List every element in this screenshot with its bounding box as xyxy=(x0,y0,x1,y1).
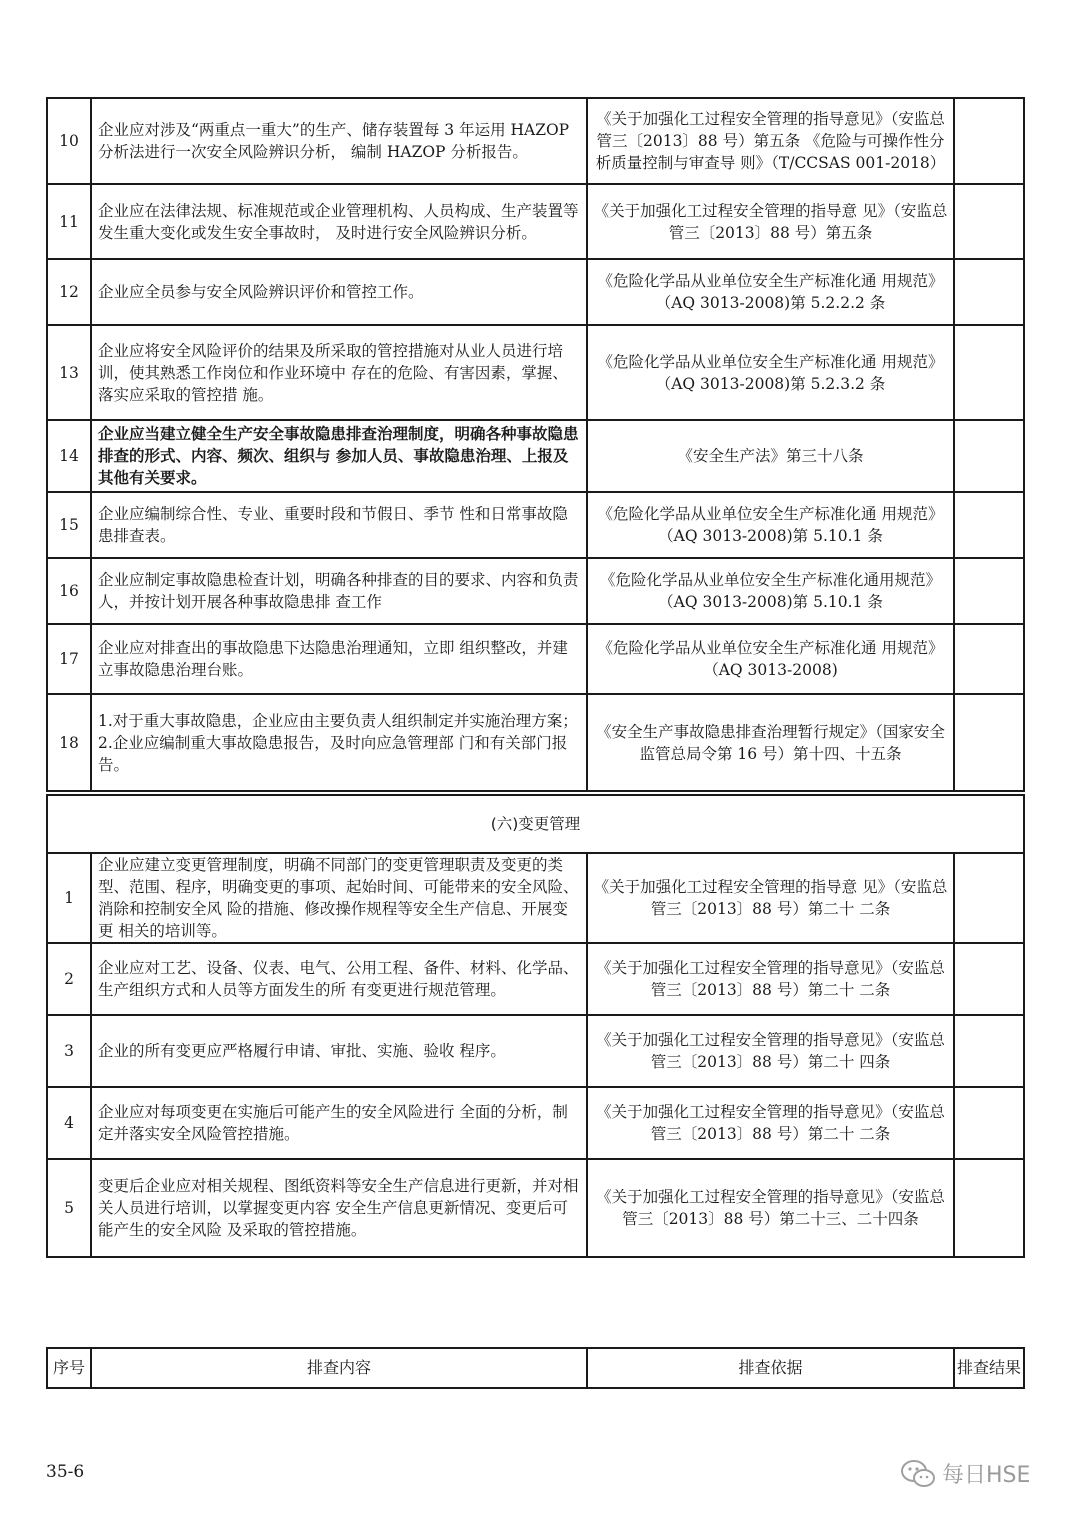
row-number: 15 xyxy=(47,492,91,558)
row-result xyxy=(954,420,1024,492)
table-row xyxy=(47,1015,1024,1087)
row-content: 企业应对工艺、设备、仪表、电气、公用工程、备件、材料、化学品、生产组织方式和人员等方面发生的所 有变更进行规范管理。 xyxy=(91,943,587,1015)
watermark xyxy=(900,1458,1030,1489)
row-basis: 《危险化学品从业单位安全生产标准化通用规范》（AQ 3013-2008)第 5.10.1 条 xyxy=(587,558,954,624)
row-basis: 《安全生产事故隐患排查治理暂行规定》（国家安全监管总局令第 16 号）第十四、十五条 xyxy=(587,694,954,791)
row-number: 4 xyxy=(47,1087,91,1159)
table-row xyxy=(47,420,1024,492)
table-row xyxy=(47,558,1024,624)
header-basis: 排查依据 xyxy=(587,1348,954,1388)
row-result xyxy=(954,259,1024,325)
row-basis: 《危险化学品从业单位安全生产标准化通 用规范》（AQ 3013-2008)第 5.2.2.2 条 xyxy=(587,259,954,325)
row-content: 企业应将安全风险评价的结果及所采取的管控措施对从业人员进行培训，使其熟悉工作岗位和作业环境中 存在的危险、有害因素，掌握、落实应采取的管控措 施。 xyxy=(91,325,587,420)
header-content: 排查内容 xyxy=(91,1348,587,1388)
row-content: 企业应全员参与安全风险辨识评价和管控工作。 xyxy=(91,259,587,325)
row-number: 10 xyxy=(47,98,91,184)
row-basis: 《关于加强化工过程安全管理的指导意见》（安监总管三〔2013〕88 号）第二十 四条 xyxy=(587,1015,954,1087)
row-content: 企业的所有变更应严格履行申请、审批、实施、验收 程序。 xyxy=(91,1015,587,1087)
row-content: 企业应编制综合性、专业、重要时段和节假日、季节 性和日常事故隐患排查表。 xyxy=(91,492,587,558)
row-number: 3 xyxy=(47,1015,91,1087)
row-number: 11 xyxy=(47,184,91,259)
checklist-table-part1 xyxy=(46,97,1025,792)
row-basis: 《关于加强化工过程安全管理的指导意见》（安监总管三〔2013〕88 号）第二十 二条 xyxy=(587,1087,954,1159)
table-row xyxy=(47,184,1024,259)
page-number: 35-6 xyxy=(46,1462,85,1482)
wechat-icon xyxy=(900,1459,936,1489)
row-content: 变更后企业应对相关规程、图纸资料等安全生产信息进行更新，并对相关人员进行培训，以掌握变更内容 安全生产信息更新情况、变更后可能产生的安全风险 及采取的管控措施。 xyxy=(91,1159,587,1257)
row-number: 2 xyxy=(47,943,91,1015)
part1-body xyxy=(47,98,1024,791)
row-number: 1 xyxy=(47,853,91,943)
header-result: 排查结果 xyxy=(954,1348,1024,1388)
row-basis: 《关于加强化工过程安全管理的指导意见》（安监总管三〔2013〕88 号）第五条 《危险与可操作性分析质量控制与审查导 则》（T/CCSAS 001-2018） xyxy=(587,98,954,184)
row-content: 企业应对每项变更在实施后可能产生的安全风险进行 全面的分析，制定并落实安全风险管控措施。 xyxy=(91,1087,587,1159)
table-row xyxy=(47,1087,1024,1159)
row-basis: 《危险化学品从业单位安全生产标准化通 用规范》（AQ 3013-2008)第 5.2.3.2 条 xyxy=(587,325,954,420)
section-heading-table xyxy=(46,794,1025,854)
row-basis: 《安全生产法》第三十八条 xyxy=(587,420,954,492)
table-row xyxy=(47,259,1024,325)
row-content: 企业应当建立健全生产安全事故隐患排查治理制度，明确各种事故隐患排查的形式、内容、频次、组织与 参加人员、事故隐患治理、上报及其他有关要求。 xyxy=(91,420,587,492)
row-basis: 《关于加强化工过程安全管理的指导意见》（安监总管三〔2013〕88 号）第二十 二条 xyxy=(587,943,954,1015)
row-result xyxy=(954,184,1024,259)
checklist-table-part2 xyxy=(46,852,1025,1258)
row-result xyxy=(954,694,1024,791)
row-number: 16 xyxy=(47,558,91,624)
row-number: 18 xyxy=(47,694,91,791)
row-result xyxy=(954,1159,1024,1257)
row-result xyxy=(954,558,1024,624)
row-basis: 《关于加强化工过程安全管理的指导意见》（安监总管三〔2013〕88 号）第二十三、二十四条 xyxy=(587,1159,954,1257)
row-result xyxy=(954,853,1024,943)
row-content: 1.对于重大事故隐患，企业应由主要负责人组织制定并实施治理方案； 2.企业应编制重大事故隐患报告，及时向应急管理部 门和有关部门报告。 xyxy=(91,694,587,791)
table-row xyxy=(47,624,1024,694)
row-result xyxy=(954,1015,1024,1087)
header-num: 序号 xyxy=(47,1348,91,1388)
watermark-text: 每日HSE xyxy=(942,1463,1031,1488)
row-result xyxy=(954,943,1024,1015)
row-number: 17 xyxy=(47,624,91,694)
part2-body xyxy=(47,853,1024,1257)
row-result xyxy=(954,325,1024,420)
row-basis: 《关于加强化工过程安全管理的指导意 见》（安监总管三〔2013〕88 号）第五条 xyxy=(587,184,954,259)
column-header-table xyxy=(46,1347,1025,1389)
table-row xyxy=(47,853,1024,943)
row-content: 企业应建立变更管理制度，明确不同部门的变更管理职责及变更的类型、范围、程序，明确变更的事项、起始时间、可能带来的安全风险、消除和控制安全风 险的措施、修改操作规程等安全生产信息、开展变更 相关的培训等。 xyxy=(91,853,587,943)
row-basis: 《关于加强化工过程安全管理的指导意 见》（安监总管三〔2013〕88 号）第二十 二条 xyxy=(587,853,954,943)
table-row xyxy=(47,1159,1024,1257)
table-row xyxy=(47,98,1024,184)
row-basis: 《危险化学品从业单位安全生产标准化通 用规范》（AQ 3013-2008) xyxy=(587,624,954,694)
row-number: 12 xyxy=(47,259,91,325)
row-result xyxy=(954,1087,1024,1159)
table-row xyxy=(47,694,1024,791)
table-row xyxy=(47,325,1024,420)
row-content: 企业应制定事故隐患检查计划，明确各种排查的目的要求、内容和负责人，并按计划开展各种事故隐患排 查工作 xyxy=(91,558,587,624)
section-title: (六)变更管理 xyxy=(47,795,1024,853)
row-result xyxy=(954,624,1024,694)
row-basis: 《危险化学品从业单位安全生产标准化通 用规范》（AQ 3013-2008)第 5.10.1 条 xyxy=(587,492,954,558)
table-row xyxy=(47,492,1024,558)
row-content: 企业应在法律法规、标准规范或企业管理机构、人员构成、生产装置等发生重大变化或发生安全事故时， 及时进行安全风险辨识分析。 xyxy=(91,184,587,259)
row-number: 13 xyxy=(47,325,91,420)
row-result xyxy=(954,98,1024,184)
table-row xyxy=(47,943,1024,1015)
row-number: 14 xyxy=(47,420,91,492)
row-content: 企业应对涉及“两重点一重大”的生产、储存装置每 3 年运用 HAZOP 分析法进行一次安全风险辨识分析， 编制 HAZOP 分析报告。 xyxy=(91,98,587,184)
row-content: 企业应对排查出的事故隐患下达隐患治理通知，立即 组织整改，并建立事故隐患治理台账。 xyxy=(91,624,587,694)
row-result xyxy=(954,492,1024,558)
row-number: 5 xyxy=(47,1159,91,1257)
